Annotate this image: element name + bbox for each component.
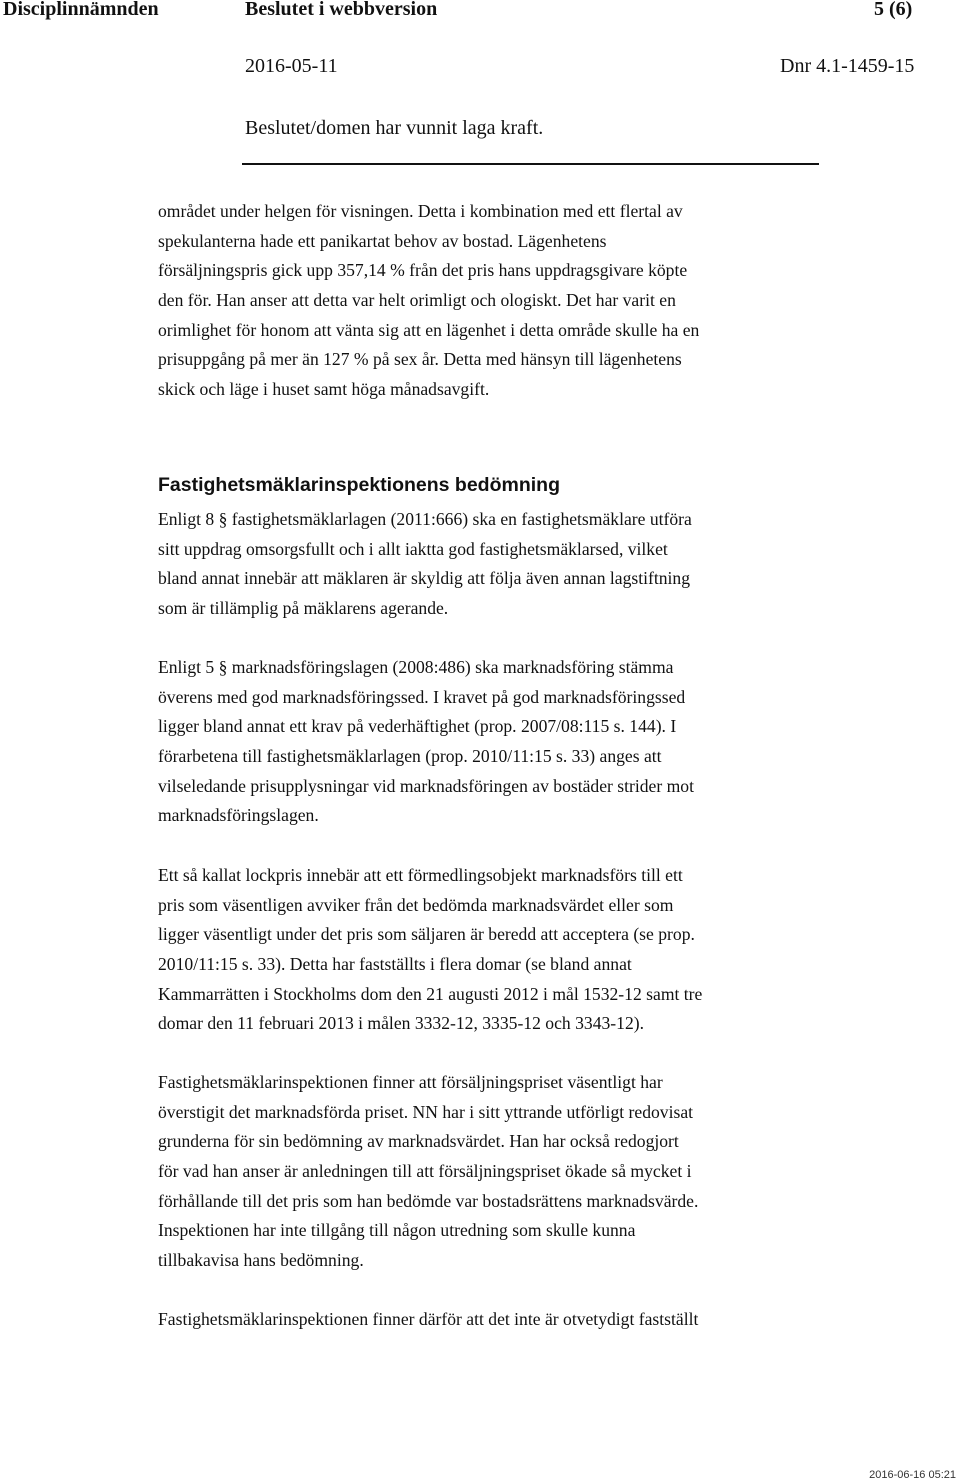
text-line: överens med god marknadsföringssed. I kravet på god marknadsföringssed: [158, 686, 686, 707]
text-line: försäljningspris gick upp 357,14 % från det pris hans uppdragsgivare köpte: [158, 260, 688, 281]
text-line: orimlighet för honom att vänta sig att en lägenhet i detta område skulle ha en: [158, 319, 700, 340]
text-line: som är tillämplig på mäklarens agerande.: [158, 598, 449, 619]
text-line: överstigit det marknadsförda priset. NN har i sitt yttrande utförligt redovisat: [158, 1101, 694, 1122]
page-number: 5 (6): [874, 0, 913, 20]
text-line: bland annat innebär att mäklaren är skyldig att följa även annan lagstiftning: [158, 568, 691, 589]
text-line: Fastighetsmäklarinspektionen finner att försäljningspriset väsentligt har: [158, 1072, 663, 1092]
header-rule: [242, 163, 819, 165]
text-line: spekulanterna hade ett panikartat behov av bostad. Lägenhetens: [158, 230, 607, 251]
paragraph-marknadsforing: [158, 653, 798, 831]
text-line: Inspektionen har inte tillgång till någon utredning som skulle kunna: [158, 1220, 636, 1241]
text-line: Fastighetsmäklarinspektionen finner därför att det inte är otvetydigt fastställt: [158, 1309, 699, 1329]
text-line: tillbakavisa hans bedömning.: [158, 1250, 364, 1271]
text-line: Enligt 8 § fastighetsmäklarlagen (2011:666) ska en fastighetsmäklare utföra: [158, 509, 692, 529]
section-heading: Fastighetsmäklarinspektionens bedömning: [158, 474, 560, 496]
paragraph-lockpris: [158, 861, 798, 1039]
text-line: marknadsföringslagen.: [158, 805, 319, 826]
paragraph-bedomning: [158, 1068, 798, 1276]
text-line: domar den 11 februari 2013 i målen 3332-12, 3335-12 och 3343-12).: [158, 1013, 644, 1034]
text-line: den för. Han anser att detta var helt orimligt och ologiskt. Det har varit en: [158, 290, 676, 311]
case-number: Dnr 4.1-1459-15: [780, 55, 915, 77]
organization-name: Disciplinnämnden: [3, 0, 159, 20]
text-line: pris som väsentligen avviker från det bedömda marknadsvärdet eller som: [158, 894, 674, 915]
text-line: området under helgen för visningen. Detta i kombination med ett flertal av: [158, 201, 683, 221]
intro-paragraph: [158, 197, 798, 405]
text-line: skick och läge i huset samt höga månadsavgift.: [158, 379, 490, 400]
document-type: Beslutet i webbversion: [245, 0, 438, 20]
paragraph-slutsats: [158, 1305, 798, 1335]
footer-timestamp: 2016-06-16 05:21: [869, 1469, 956, 1481]
document-date: 2016-05-11: [245, 55, 338, 77]
text-line: vilseledande prisupplysningar vid marknadsföringen av bostäder strider mot: [158, 775, 694, 796]
text-line: förarbetena till fastighetsmäklarlagen (prop. 2010/11:15 s. 33) anges att: [158, 746, 662, 767]
paragraph-mäklarlag: [158, 505, 798, 624]
text-line: 2010/11:15 s. 33). Detta har fastställts i flera domar (se bland annat: [158, 954, 632, 975]
text-line: förhållande till det pris som han bedömde var bostadsrättens marknadsvärde.: [158, 1190, 699, 1211]
text-line: ligger väsentligt under det pris som säljaren är beredd att acceptera (se prop.: [158, 924, 695, 945]
text-line: Ett så kallat lockpris innebär att ett förmedlingsobjekt marknadsförs till ett: [158, 865, 683, 885]
text-line: sitt uppdrag omsorgsfullt och i allt iaktta god fastighetsmäklarsed, vilket: [158, 538, 668, 559]
text-line: Kammarrätten i Stockholms dom den 21 augusti 2012 i mål 1532-12 samt tre: [158, 983, 703, 1004]
text-line: ligger bland annat ett krav på vederhäftighet (prop. 2007/08:115 s. 144). I: [158, 716, 677, 737]
text-line: prisuppgång på mer än 127 % på sex år. Detta med hänsyn till lägenhetens: [158, 349, 682, 370]
text-line: för vad han anser är anledningen till att försäljningspriset ökade så mycket i: [158, 1161, 692, 1182]
text-line: Enligt 5 § marknadsföringslagen (2008:486) ska marknadsföring stämma: [158, 657, 674, 677]
text-line: grunderna för sin bedömning av marknadsvärdet. Han har också redogjort: [158, 1131, 679, 1152]
legal-status: Beslutet/domen har vunnit laga kraft.: [245, 117, 544, 139]
